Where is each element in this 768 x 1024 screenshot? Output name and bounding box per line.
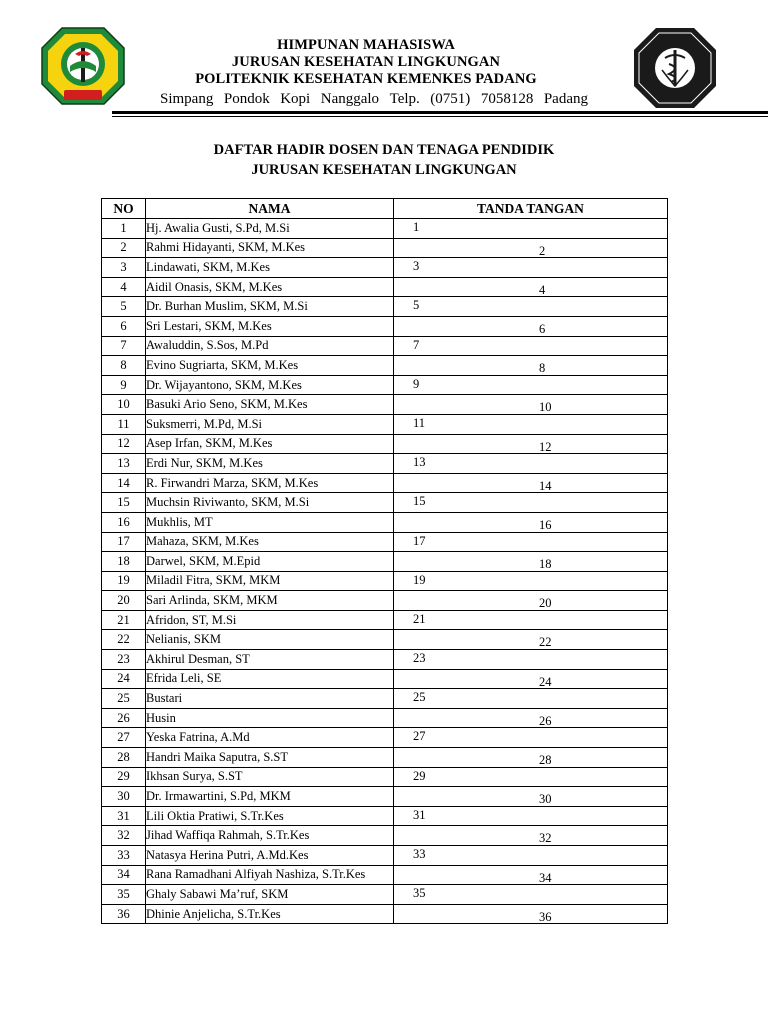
- table-row: [102, 219, 668, 239]
- document-subtitle: JURUSAN KESEHATAN LINGKUNGAN: [251, 162, 517, 178]
- table-row: [102, 591, 668, 611]
- signature-cell[interactable]: [394, 356, 668, 376]
- row-name: Lili Oktia Pratiwi, S.Tr.Kes: [146, 806, 394, 826]
- signature-slot-number: 21: [413, 611, 426, 626]
- attendance-table: [101, 198, 668, 924]
- address-word: Pondok: [223, 91, 270, 107]
- row-name: Efrida Leli, SE: [146, 669, 394, 689]
- signature-slot-number: 20: [539, 596, 552, 611]
- row-name: Mahaza, SKM, M.Kes: [146, 532, 394, 552]
- signature-slot-number: 14: [539, 478, 552, 493]
- table-row: [102, 748, 668, 768]
- signature-slot-number: 28: [539, 753, 552, 768]
- row-name: Ghaly Sabawi Ma’ruf, SKM: [146, 885, 394, 905]
- row-name: Awaluddin, S.Sos, M.Pd: [146, 336, 394, 356]
- signature-cell[interactable]: [394, 885, 668, 905]
- table-row: [102, 473, 668, 493]
- table-row: [102, 356, 668, 376]
- row-name: Lindawati, SKM, M.Kes: [146, 258, 394, 278]
- row-number: 22: [102, 630, 146, 650]
- signature-cell[interactable]: [394, 552, 668, 572]
- row-name: Dr. Wijayantono, SKM, M.Kes: [146, 375, 394, 395]
- row-number: 32: [102, 826, 146, 846]
- row-number: 9: [102, 375, 146, 395]
- row-name: Aidil Onasis, SKM, M.Kes: [146, 277, 394, 297]
- table-row: [102, 728, 668, 748]
- row-name: Suksmerri, M.Pd, M.Si: [146, 414, 394, 434]
- row-name: Miladil Fitra, SKM, MKM: [146, 571, 394, 591]
- table-row: [102, 571, 668, 591]
- row-number: 18: [102, 552, 146, 572]
- signature-cell[interactable]: [394, 336, 668, 356]
- signature-slot-number: 3: [413, 259, 420, 274]
- signature-cell[interactable]: [394, 512, 668, 532]
- row-name: Basuki Ario Seno, SKM, M.Kes: [146, 395, 394, 415]
- row-name: Evino Sugriarta, SKM, M.Kes: [146, 356, 394, 376]
- row-name: Sri Lestari, SKM, M.Kes: [146, 316, 394, 336]
- signature-slot-number: 11: [413, 415, 426, 430]
- table-row: [102, 552, 668, 572]
- signature-cell[interactable]: [394, 650, 668, 670]
- table-row: [102, 885, 668, 905]
- signature-slot-number: 16: [539, 517, 552, 532]
- row-name: Ikhsan Surya, S.ST: [146, 767, 394, 787]
- signature-cell[interactable]: [394, 630, 668, 650]
- signature-slot-number: 35: [413, 886, 426, 901]
- row-name: Dr. Irmawartini, S.Pd, MKM: [146, 787, 394, 807]
- table-row: [102, 297, 668, 317]
- table-row: [102, 336, 668, 356]
- signature-cell[interactable]: [394, 689, 668, 709]
- signature-cell[interactable]: [394, 904, 668, 924]
- table-row: [102, 610, 668, 630]
- row-number: 19: [102, 571, 146, 591]
- address-word: Padang: [543, 91, 588, 107]
- row-name: Handri Maika Saputra, S.ST: [146, 748, 394, 768]
- row-name: R. Firwandri Marza, SKM, M.Kes: [146, 473, 394, 493]
- row-number: 2: [102, 238, 146, 258]
- row-number: 23: [102, 650, 146, 670]
- row-number: 5: [102, 297, 146, 317]
- row-name: Natasya Herina Putri, A.Md.Kes: [146, 846, 394, 866]
- table-row: [102, 708, 668, 728]
- table-row: [102, 669, 668, 689]
- signature-cell[interactable]: [394, 767, 668, 787]
- row-name: Sari Arlinda, SKM, MKM: [146, 591, 394, 611]
- row-name: Yeska Fatrina, A.Md: [146, 728, 394, 748]
- signature-slot-number: 8: [539, 361, 546, 376]
- address-word: 7058128: [480, 91, 534, 107]
- table-row: [102, 767, 668, 787]
- signature-slot-number: 18: [539, 557, 552, 572]
- column-header-tanda-tangan: TANDA TANGAN: [394, 199, 668, 219]
- signature-slot-number: 5: [413, 298, 420, 313]
- row-name: Akhirul Desman, ST: [146, 650, 394, 670]
- signature-cell[interactable]: [394, 375, 668, 395]
- signature-slot-number: 1: [413, 220, 420, 234]
- signature-cell[interactable]: [394, 787, 668, 807]
- row-number: 35: [102, 885, 146, 905]
- signature-cell[interactable]: [394, 826, 668, 846]
- row-number: 6: [102, 316, 146, 336]
- signature-cell[interactable]: [394, 865, 668, 885]
- signature-cell[interactable]: [394, 277, 668, 297]
- row-name: Rahmi Hidayanti, SKM, M.Kes: [146, 238, 394, 258]
- signature-slot-number: 23: [413, 651, 426, 666]
- signature-cell[interactable]: [394, 258, 668, 278]
- table-header-row: [102, 199, 668, 219]
- address-word: Nanggalo: [320, 91, 380, 107]
- department-name: JURUSAN KESEHATAN LINGKUNGAN: [231, 54, 501, 70]
- row-number: 8: [102, 356, 146, 376]
- row-number: 21: [102, 610, 146, 630]
- row-number: 26: [102, 708, 146, 728]
- signature-cell[interactable]: [394, 532, 668, 552]
- signature-cell[interactable]: [394, 414, 668, 434]
- table-row: [102, 454, 668, 474]
- signature-slot-number: 25: [413, 690, 426, 705]
- signature-slot-number: 2: [539, 243, 546, 258]
- signature-cell[interactable]: [394, 493, 668, 513]
- row-name: Husin: [146, 708, 394, 728]
- row-name: Darwel, SKM, M.Epid: [146, 552, 394, 572]
- row-number: 3: [102, 258, 146, 278]
- row-name: Rana Ramadhani Alfiyah Nashiza, S.Tr.Kes: [146, 865, 394, 885]
- table-row: [102, 316, 668, 336]
- signature-slot-number: 26: [539, 713, 552, 728]
- signature-cell[interactable]: [394, 708, 668, 728]
- table-row: [102, 650, 668, 670]
- signature-cell[interactable]: [394, 610, 668, 630]
- table-row: [102, 846, 668, 866]
- table-row: [102, 375, 668, 395]
- row-number: 34: [102, 865, 146, 885]
- row-number: 14: [102, 473, 146, 493]
- signature-cell[interactable]: [394, 454, 668, 474]
- row-name: Mukhlis, MT: [146, 512, 394, 532]
- table-row: [102, 689, 668, 709]
- signature-slot-number: 29: [413, 768, 426, 783]
- row-number: 10: [102, 395, 146, 415]
- letterhead-divider: [112, 111, 768, 114]
- row-number: 13: [102, 454, 146, 474]
- signature-slot-number: 7: [413, 337, 420, 352]
- letterhead-divider-thin: [112, 116, 768, 117]
- row-name: Hj. Awalia Gusti, S.Pd, M.Si: [146, 219, 394, 239]
- row-number: 20: [102, 591, 146, 611]
- row-number: 12: [102, 434, 146, 454]
- document-title: DAFTAR HADIR DOSEN DAN TENAGA PENDIDIK: [213, 142, 555, 158]
- table-row: [102, 434, 668, 454]
- signature-slot-number: 10: [539, 400, 552, 415]
- table-row: [102, 414, 668, 434]
- row-name: Nelianis, SKM: [146, 630, 394, 650]
- row-number: 11: [102, 414, 146, 434]
- signature-cell[interactable]: [394, 748, 668, 768]
- row-number: 4: [102, 277, 146, 297]
- table-row: [102, 277, 668, 297]
- row-name: Dhinie Anjelicha, S.Tr.Kes: [146, 904, 394, 924]
- address-word: Kopi: [280, 91, 311, 107]
- row-number: 25: [102, 689, 146, 709]
- signature-cell[interactable]: [394, 238, 668, 258]
- table-row: [102, 258, 668, 278]
- signature-cell[interactable]: [394, 669, 668, 689]
- signature-slot-number: 36: [539, 909, 552, 924]
- signature-slot-number: 22: [539, 635, 552, 650]
- signature-slot-number: 17: [413, 533, 426, 548]
- row-number: 17: [102, 532, 146, 552]
- signature-slot-number: 12: [539, 439, 552, 454]
- signature-cell[interactable]: [394, 316, 668, 336]
- row-number: 33: [102, 846, 146, 866]
- row-number: 36: [102, 904, 146, 924]
- signature-slot-number: 33: [413, 847, 426, 861]
- org-name: HIMPUNAN MAHASISWA: [277, 37, 455, 53]
- signature-slot-number: 31: [413, 807, 426, 822]
- signature-slot-number: 34: [539, 870, 552, 885]
- signature-slot-number: 32: [539, 831, 552, 846]
- table-row: [102, 493, 668, 513]
- table-row: [102, 865, 668, 885]
- row-number: 28: [102, 748, 146, 768]
- row-name: Jihad Waffiqa Rahmah, S.Tr.Kes: [146, 826, 394, 846]
- table-row: [102, 630, 668, 650]
- table-row: [102, 806, 668, 826]
- address-line: [160, 89, 588, 109]
- row-number: 31: [102, 806, 146, 826]
- row-number: 16: [102, 512, 146, 532]
- table-row: [102, 395, 668, 415]
- row-name: Muchsin Riviwanto, SKM, M.Si: [146, 493, 394, 513]
- table-row: [102, 904, 668, 924]
- table-row: [102, 826, 668, 846]
- row-name: Erdi Nur, SKM, M.Kes: [146, 454, 394, 474]
- institution-name: POLITEKNIK KESEHATAN KEMENKES PADANG: [195, 71, 537, 87]
- signature-slot-number: 27: [413, 729, 426, 744]
- signature-cell[interactable]: [394, 806, 668, 826]
- hima-kesling-logo: [632, 26, 718, 110]
- row-number: 24: [102, 669, 146, 689]
- row-number: 1: [102, 219, 146, 239]
- signature-slot-number: 13: [413, 455, 426, 470]
- column-header-no: NO: [102, 199, 146, 219]
- address-word: (0751): [430, 91, 471, 107]
- signature-cell[interactable]: [394, 434, 668, 454]
- signature-slot-number: 4: [539, 282, 546, 297]
- row-number: 30: [102, 787, 146, 807]
- signature-slot-number: 15: [413, 494, 426, 509]
- row-name: Asep Irfan, SKM, M.Kes: [146, 434, 394, 454]
- row-number: 27: [102, 728, 146, 748]
- row-number: 29: [102, 767, 146, 787]
- signature-slot-number: 30: [539, 792, 552, 807]
- signature-cell[interactable]: [394, 219, 668, 239]
- signature-cell[interactable]: [394, 297, 668, 317]
- letterhead: [150, 37, 588, 109]
- signature-slot-number: 9: [413, 376, 420, 391]
- table-row: [102, 238, 668, 258]
- signature-cell[interactable]: [394, 473, 668, 493]
- table-row: [102, 787, 668, 807]
- row-number: 7: [102, 336, 146, 356]
- signature-slot-number: 24: [539, 674, 552, 689]
- signature-cell[interactable]: [394, 846, 668, 866]
- address-word: Simpang: [160, 91, 214, 107]
- signature-slot-number: 6: [539, 321, 546, 336]
- signature-cell[interactable]: [394, 591, 668, 611]
- row-number: 15: [102, 493, 146, 513]
- poltekkes-logo: [40, 26, 126, 106]
- row-name: Afridon, ST, M.Si: [146, 610, 394, 630]
- row-name: Bustari: [146, 689, 394, 709]
- column-header-nama: NAMA: [146, 199, 394, 219]
- signature-cell[interactable]: [394, 728, 668, 748]
- table-row: [102, 532, 668, 552]
- signature-cell[interactable]: [394, 571, 668, 591]
- address-word: Telp.: [389, 91, 420, 107]
- signature-slot-number: 19: [413, 572, 426, 587]
- row-name: Dr. Burhan Muslim, SKM, M.Si: [146, 297, 394, 317]
- table-row: [102, 512, 668, 532]
- signature-cell[interactable]: [394, 395, 668, 415]
